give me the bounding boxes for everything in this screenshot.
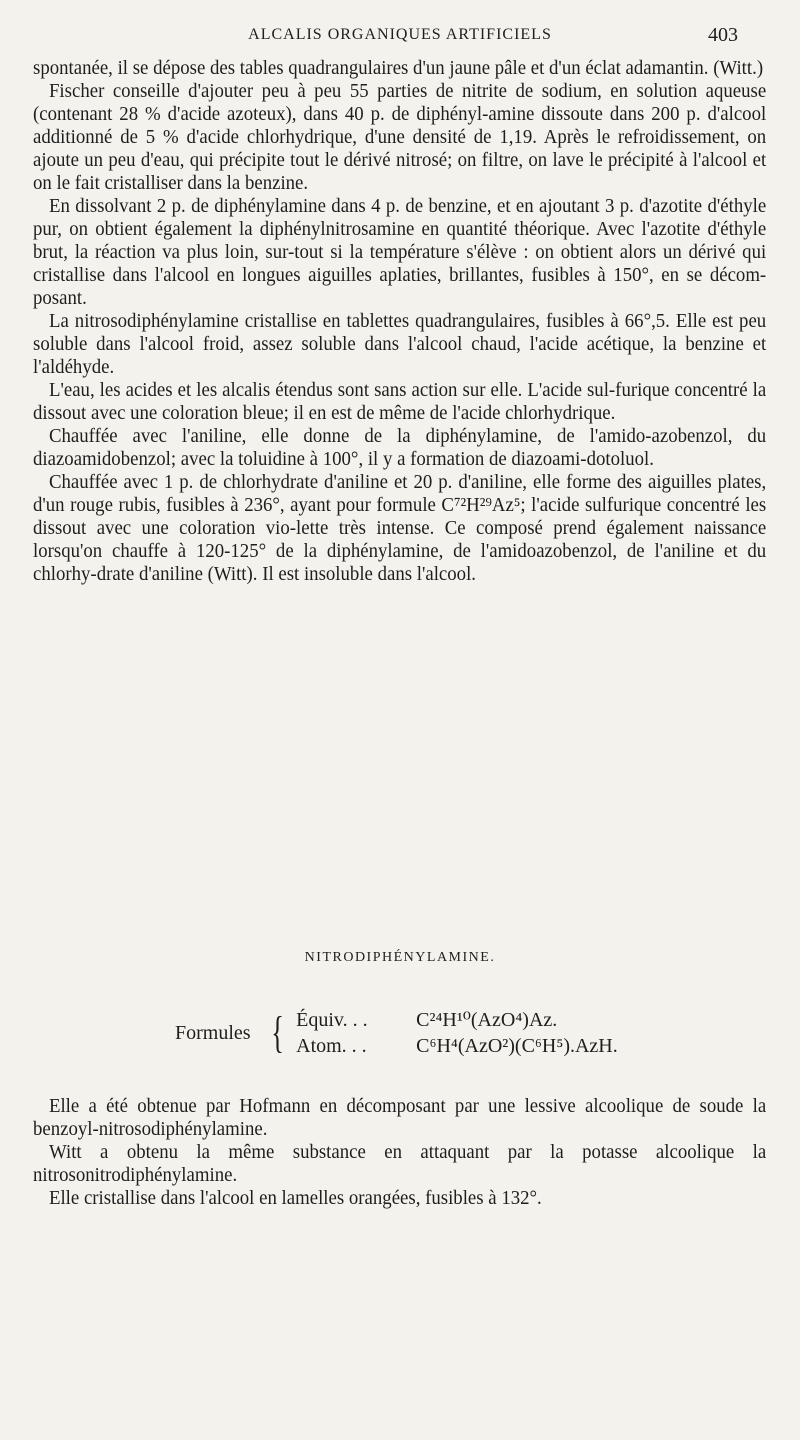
page-header: [0, 22, 800, 48]
paragraph: Elle cristallise dans l'alcool en lamelles orangées, fusibles à 132°.: [48, 1187, 542, 1209]
formula-label: Formules: [175, 1022, 251, 1044]
formula-rows: [296, 1008, 618, 1058]
paragraph: Chauffée avec 1 p. de chlorhydrate d'aniline et 20 p. d'aniline, elle forme des aiguilles plates, d'un rouge rubis, fusibles à 236°, ayant pour formule C⁷²H²⁹Az⁵; l'acide sulfurique concentré les dissout avec une coloration vio-lette très intense. Ce composé prend également naissance lorsqu'on chauffe à 120-125° de la diphénylamine, de l'amidoazobenzol, de l'aniline et du chlorhy-drate d'aniline (Witt). Il est insoluble dans l'alcool.: [33, 471, 767, 585]
page-number: 403: [708, 24, 738, 46]
paragraph: En dissolvant 2 p. de diphénylamine dans 4 p. de benzine, et en ajoutant 3 p. d'azotite d'éthyle pur, on obtient également la diphénylnitrosamine en quantité théorique. Avec l'azotite d'éthyle brut, la réaction va plus loin, sur-tout si la température s'élève : on obtient alors un dérivé qui cristallise dans l'alcool en longues aiguilles aplaties, brillantes, fusibles à 150°, en se décom-posant.: [33, 195, 767, 309]
paragraph: Elle a été obtenue par Hofmann en décomposant par une lessive alcoolique de soude la benzoyl-nitrosodiphénylamine.: [33, 1095, 767, 1140]
tail-text: [33, 1095, 767, 1210]
formula-row-name: Atom. . .: [296, 1035, 367, 1057]
paragraph: La nitrosodiphénylamine cristallise en tablettes quadrangulaires, fusibles à 66°,5. Elle est peu soluble dans l'alcool froid, assez soluble dans l'alcool chaud, l'acide acétique, la benzine et l'aldéhyde.: [33, 310, 767, 378]
paragraph: Witt a obtenu la même substance en attaquant par la potasse alcoolique la nitrosonitrodiphénylamine.: [33, 1141, 767, 1186]
formula-block: [175, 1008, 618, 1058]
formula-row-name: Équiv. . .: [296, 1009, 368, 1031]
paragraph: spontanée, il se dépose des tables quadrangulaires d'un jaune pâle et d'un éclat adamantin. (Witt.): [33, 57, 764, 79]
running-title: ALCALIS ORGANIQUES ARTIFICIELS: [248, 26, 552, 43]
formula-row-value: C⁶H⁴(AzO²)(C⁶H⁵).AzH.: [416, 1035, 618, 1057]
section-title: NITRODIPHÉNYLAMINE.: [304, 950, 496, 965]
paragraph: Chauffée avec l'aniline, elle donne de la diphénylamine, de l'amido-azobenzol, du diazoamidobenzol; avec la toluidine à 100°, il y a formation de diazoami-dotoluol.: [33, 425, 767, 470]
brace-icon: {: [271, 1008, 284, 1057]
paragraph: Fischer conseille d'ajouter peu à peu 55 parties de nitrite de sodium, en solution aqueuse (contenant 28 % d'acide azoteux), dans 40 p. de diphényl-amine dissoute dans 200 p. d'alcool additionné de 5 % d'acide chlorhydrique, d'une densité de 1,19. Après le refroidissement, on ajoute un peu d'eau, qui précipite tout le dérivé nitrosé; on filtre, on lave le précipité à l'alcool et on le fait cristalliser dans la benzine.: [33, 80, 767, 194]
main-text: [33, 57, 767, 586]
formula-row-value: C²⁴H¹⁰(AzO⁴)Az.: [416, 1009, 558, 1031]
paragraph: L'eau, les acides et les alcalis étendus sont sans action sur elle. L'acide sul-furique concentré la dissout avec une coloration bleue; il en est de même de l'acide chlorhydrique.: [33, 379, 767, 424]
